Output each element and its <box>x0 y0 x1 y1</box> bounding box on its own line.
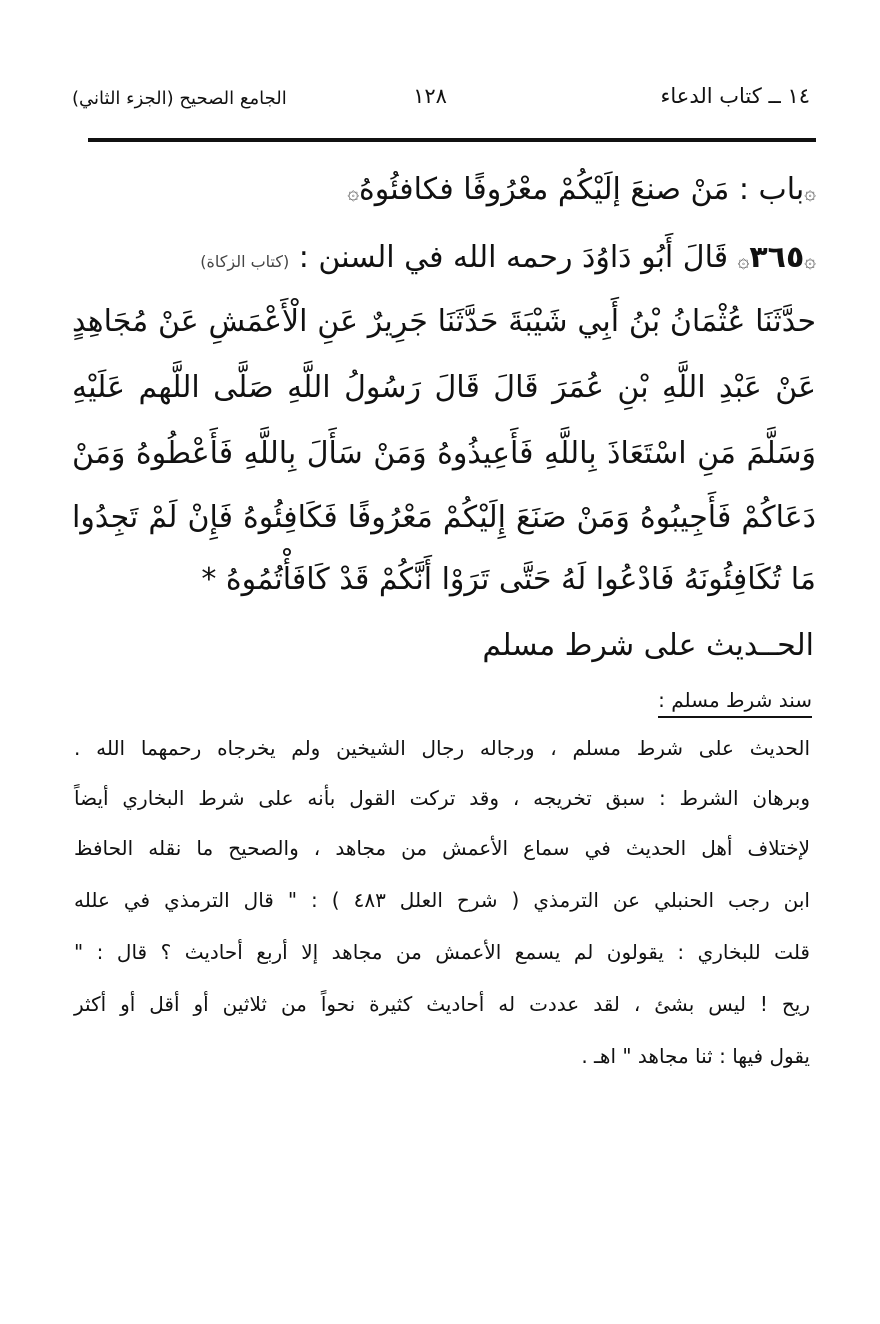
commentary-line: يقول فيها : ثنا مجاهد " اهـ . <box>581 1044 810 1068</box>
header-divider <box>88 138 816 142</box>
hadith-line: مَا تُكَافِئُونَهُ فَادْعُوا لَهُ حَتَّى تَرَوْا أَنَّكُمْ قَدْ كَافَأْتُمُوهُ * <box>201 562 816 597</box>
sanad-subheading: سند شرط مسلم : <box>658 688 812 718</box>
hadith-number: ٣٦٥ <box>749 240 805 275</box>
ornament-number-open-icon: ۞ <box>804 248 816 272</box>
commentary-line: الحديث على شرط مسلم ، ورجاله رجال الشيخين ولم يخرجاه رحمهما الله . <box>74 736 810 760</box>
chapter-heading: ١٤ ــ كتاب الدعاء <box>660 84 810 108</box>
bab-title: باب : مَنْ صنعَ إلَيْكُمْ معْرُوفًا فكافئُوهُ <box>359 172 805 207</box>
hadith-line: دَعَاكُمْ فَأَجِيبُوهُ وَمَنْ صَنَعَ إِلَيْكُمْ مَعْرُوفًا فَكَافِئُوهُ فَإِنْ لَمْ تَجِدُوا <box>72 500 816 535</box>
source-note: (كتاب الزكاة) <box>200 252 290 271</box>
commentary-line: ريح ! ليس بشئ ، لقد عددت له أحاديث كثيرة نحواً من ثلاثين أو أقل أو أكثر <box>74 992 810 1016</box>
hadith-line: وَسَلَّمَ مَنِ اسْتَعَاذَ بِاللَّهِ فَأَعِيذُوهُ وَمَنْ سَأَلَ بِاللَّهِ فَأَعْطُوهُ وَمَنْ <box>72 436 816 471</box>
book-title: الجامع الصحيح (الجزء الثاني) <box>72 88 287 109</box>
hadith-line: عَنْ عَبْدِ اللَّهِ بْنِ عُمَرَ قَالَ قَالَ رَسُولُ اللَّهِ صَلَّى اللَّهم عَلَيْهِ <box>72 370 816 405</box>
hadith-intro: قَالَ أَبُو دَاوُدَ رحمه الله في السنن : <box>298 240 729 275</box>
bab-heading <box>347 172 816 207</box>
hadith-line: حدَّثَنَا عُثْمَانُ بْنُ أَبِي شَيْبَةَ حَدَّثَنَا جَرِيرٌ عَنِ الْأَعْمَشِ عَنْ مُجَاهِدٍ <box>72 304 816 339</box>
commentary-line: ابن رجب الحنبلي عن الترمذي ( شرح العلل ٤٨٣ ) : " قال الترمذي في علله <box>74 888 810 912</box>
page-number: ١٢٨ <box>413 84 447 108</box>
commentary-line: وبرهان الشرط : سبق تخريجه ، وقد تركت القول بأنه على شرط البخاري أيضاً <box>74 786 810 810</box>
ornament-number-close-icon: ۞ <box>737 248 750 272</box>
hadith-intro-line <box>200 240 816 275</box>
commentary-line: قلت للبخاري : يقولون لم يسمع الأعمش من مجاهد إلا أربع أحاديث ؟ قال : " <box>74 940 810 964</box>
verdict-heading: الحــديث على شرط مسلم <box>482 628 814 663</box>
ornament-close-icon: ۞ <box>347 180 360 204</box>
ornament-open-icon: ۞ <box>804 180 816 204</box>
commentary-line: لإختلاف أهل الحديث في سماع الأعمش من مجاهد ، والصحيح ما نقله الحافظ <box>74 836 810 860</box>
